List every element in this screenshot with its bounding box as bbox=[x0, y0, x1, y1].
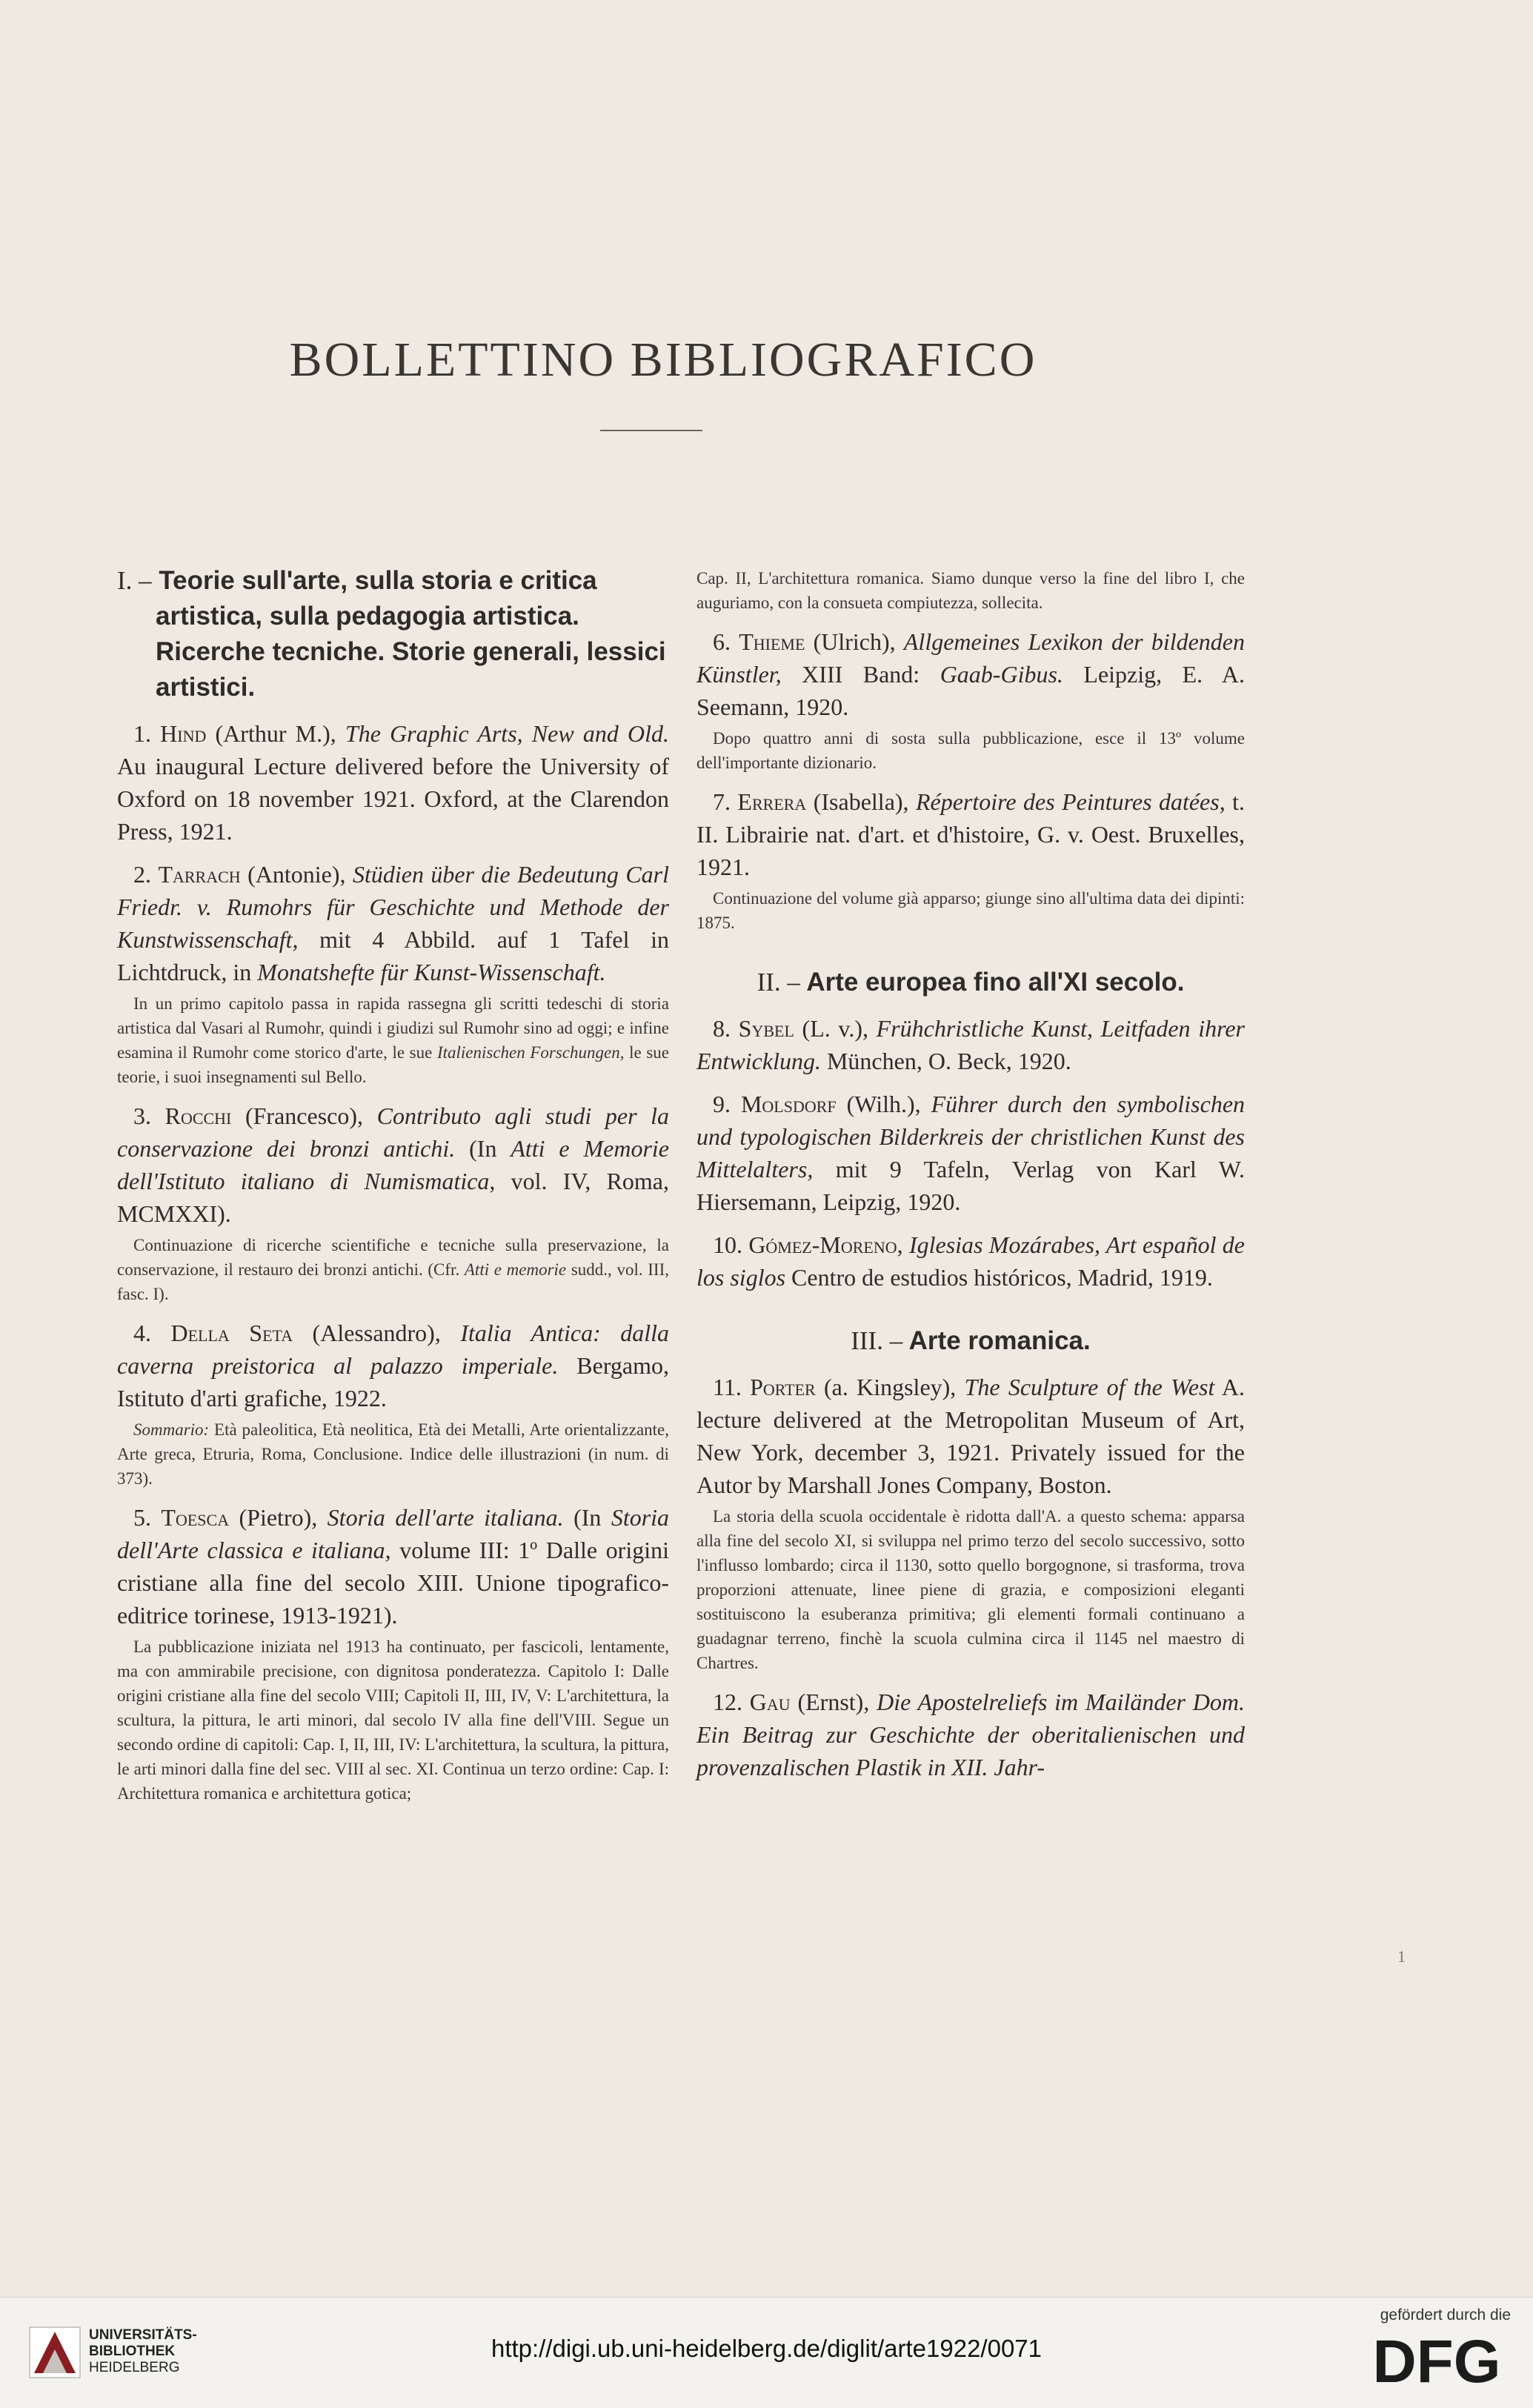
bib-note-4: Sommario: Età paleolitica, Età neolitica, Età dei Metalli, Arte orientalizzante, Arte greca, Etruria, Roma, Conclusione. Indice delle illustrazioni (in num. di 373). bbox=[117, 1420, 669, 1488]
bib-note-6: Dopo quattro anni di sosta sulla pubblicazione, esce il 13º volume dell'importante dizionario. bbox=[696, 729, 1245, 772]
left-column bbox=[117, 563, 669, 1816]
bib-entry-6: 6. Thieme (Ulrich), Allgemeines Lexikon der bildenden Künstler, XIII Band: Gaab-Gibus. Leipzig, E. A. Seemann, 1920. bbox=[696, 628, 1246, 720]
page-mark: 1 bbox=[1397, 1947, 1406, 1966]
bib-note-2: In un primo capitolo passa in rapida rassegna gli scritti tedeschi di storia artistica dal Vasari al Rumohr, quindi i giudizi sul Rumohr sino ad oggi; e infine esamina il Rumohr come storico d'arte, le sue Italienischen Forschungen, le sue teorie, i suoi insegnamenti sul Bello. bbox=[117, 994, 669, 1086]
bib-entry-5: 5. Toesca (Pietro), Storia dell'arte italiana. (In Storia dell'Arte classica e italiana, volume III: 1º Dalle origini cristiane alla fine del secolo XIII. Unione tipografico-editrice torinese, 1913-1921). bbox=[117, 1504, 670, 1629]
bib-entry-9: 9. Molsdorf (Wilh.), Führer durch den symbolischen und typologischen Bilderkreis der christlichen Kunst des Mittelalters, mit 9 Tafeln, Verlag von Karl W. Hiersemann, Leipzig, 1920. bbox=[696, 1091, 1246, 1215]
page-title: BOLLETTINO BIBLIOGRAFICO bbox=[289, 333, 1037, 387]
section-heading-2: II. – Arte europea fino all'XI secolo. bbox=[756, 968, 1185, 997]
bib-entry-1: 1. Hind (Arthur M.), The Graphic Arts, New and Old. Au inaugural Lecture delivered before the University of Oxford on 18 november 1921. Oxford, at the Clarendon Press, 1921. bbox=[117, 720, 670, 845]
bib-entry-12: 12. Gau (Ernst), Die Apostelreliefs im Mailänder Dom. Ein Beitrag zur Geschichte der oberitalienischen und provenzalischen Plastik in XII. Jahr- bbox=[696, 1689, 1246, 1780]
footer-bar bbox=[0, 2297, 1533, 2408]
source-url-link[interactable]: http://digi.ub.uni-heidelberg.de/diglit/arte1922/0071 bbox=[491, 2335, 1042, 2362]
bib-entry-8: 8. Sybel (L. v.), Frühchristliche Kunst, Leitfaden ihrer Entwicklung. München, O. Beck, 1920. bbox=[696, 1015, 1246, 1074]
svg-text:DFG: DFG bbox=[1372, 2329, 1501, 2391]
bib-note-5: La pubblicazione iniziata nel 1913 ha continuato, per fascicoli, lentamente, ma con ammirabile precisione, con dignitosa ponderatezza. Capitolo I: Dalle origini cristiane alla fine del secolo VIII; Capitoli II, III, IV, V: L'architettura, la scultura, la pittura, le arti minori, dal secolo IV alla fine dell'VIII. Segue un secondo ordine di capitoli: Cap. I, II, III, IV: L'architettura, la scultura, la pittura, le arti minori dalla fine del sec. VIII al sec. XI. Continua un terzo ordine: Cap. I: Architettura romanica e architettura gotica; bbox=[117, 1637, 669, 1803]
section-heading-1: I. – Teorie sull'arte, sulla storia e critica artistica, sulla pedagogia artistica. Ricerche tecniche. Storie generali, lessici artistici. bbox=[117, 566, 666, 702]
dfg-logo-icon bbox=[1363, 2329, 1511, 2391]
bib-entry-10: 10. Gómez-Moreno, Iglesias Mozárabes, Art español de los siglos Centro de estudios históricos, Madrid, 1919. bbox=[696, 1231, 1246, 1291]
bib-entry-3: 3. Rocchi (Francesco), Contributo agli studi per la conservazione dei bronzi antichi. (In Atti e Memorie dell'Istituto italiano di Numismatica, vol. IV, Roma, MCMXXI). bbox=[117, 1102, 670, 1227]
bib-entry-11: 11. Porter (a. Kingsley), The Sculpture of the West A. lecture delivered at the Metropolitan Museum of Art, New York, december 3, 1921. Privately issued for the Autor by Marshall Jones Company, Boston. bbox=[696, 1374, 1246, 1498]
bib-note-11: La storia della scuola occidentale è ridotta dall'A. a questo schema: apparsa alla fine del secolo XI, si sviluppa nel primo terzo del secolo successivo, sotto l'influsso lombardo; circa il 1130, sotto quello borgognone, si trasforma, trova proporzioni attenuate, linee piene di grazia, e composizioni eleganti sostituiscono la esuberanza primitiva; gli elementi formali continuano a guadagnar terreno, finchè la scuola culmina circa il 1145 nel maestro di Chartres. bbox=[696, 1507, 1245, 1672]
title-divider bbox=[600, 430, 702, 431]
bib-entry-7: 7. Errera (Isabella), Répertoire des Peintures datées, t. II. Librairie nat. d'art. et d'histoire, G. v. Oest. Bruxelles, 1921. bbox=[696, 788, 1246, 880]
bib-entry-4: 4. Della Seta (Alessandro), Italia Antica: dalla caverna preistorica al palazzo imperiale. Bergamo, Istituto d'arti grafiche, 1922. bbox=[117, 1320, 670, 1411]
funding-text: gefördert durch die bbox=[1380, 2306, 1511, 2324]
bib-note-3: Continuazione di ricerche scientifiche e tecniche sulla preservazione, la conservazione, il restauro dei bronzi antichi. (Cfr. Atti e memorie sudd., vol. III, fasc. I). bbox=[117, 1236, 669, 1303]
right-column bbox=[696, 563, 1245, 1783]
bib-entry-2: 2. Tarrach (Antonie), Stüdien über die Bedeutung Carl Friedr. v. Rumohrs für Geschichte und Methode der Kunstwissenschaft, mit 4 Abbild. auf 1 Tafel in Lichtdruck, in Monatshefte für Kunst-Wissenschaft. bbox=[117, 861, 670, 985]
section-heading-3: III. – Arte romanica. bbox=[851, 1326, 1091, 1355]
library-name: UNIVERSITÄTS- BIBLIOTHEK HEIDELBERG bbox=[89, 2327, 197, 2375]
bib-note-5-continued: Cap. II, L'architettura romanica. Siamo dunque verso la fine del libro I, che auguriamo, con la consueta compiutezza, sollecita. bbox=[696, 569, 1245, 612]
bib-note-7: Continuazione del volume già apparso; giunge sino all'ultima data dei dipinti: 1875. bbox=[696, 889, 1245, 932]
